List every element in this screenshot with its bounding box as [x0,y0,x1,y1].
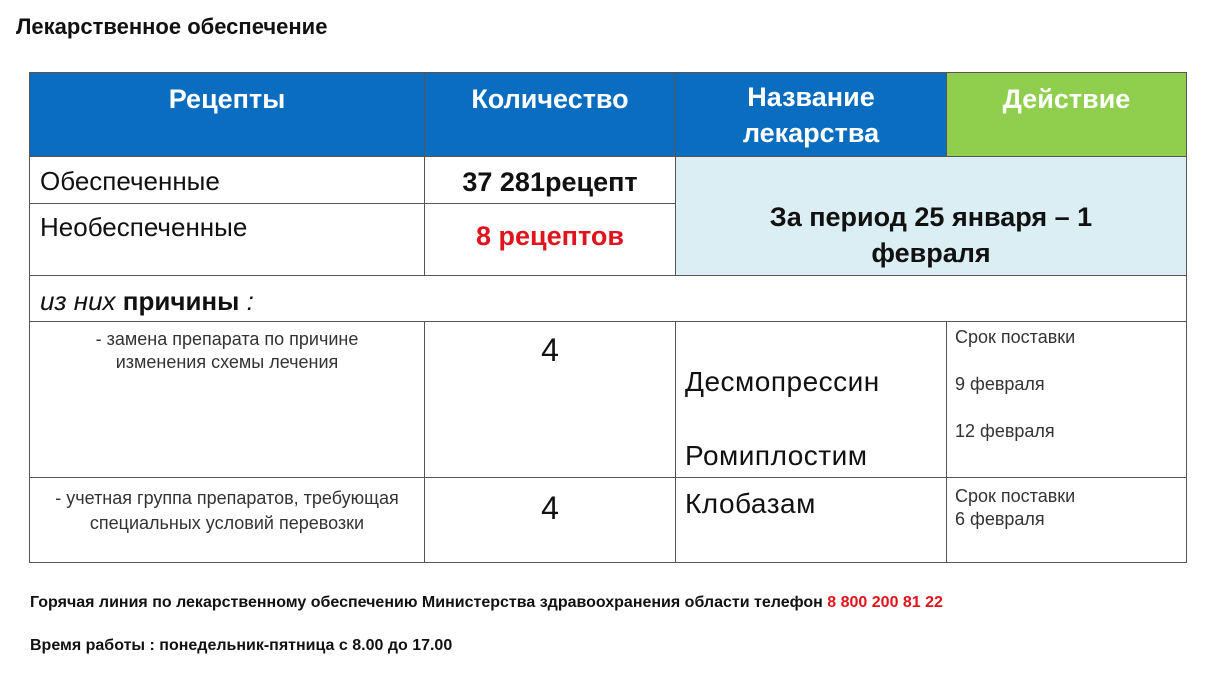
reason2-action [947,478,1187,563]
working-hours: Время работы : понедельник-пятница с 8.00 до 17.00 [30,637,453,654]
reason1-drugs [676,322,947,478]
reasons-heading [30,276,1187,322]
period-text: За период 25 января – 1 февраля [769,202,1093,268]
hotline-line [30,594,943,612]
reason2-text [30,478,425,563]
reasons-heading-colon: : [246,286,254,316]
drug-desmopressin: Десмопрессин [685,366,880,397]
reason1-action-title: Срок поставки [955,327,1076,347]
hotline-phone: 8 800 200 81 22 [827,594,943,611]
reason2-date: 6 февраля [955,509,1045,529]
provided-value: 37 281рецепт [425,157,676,204]
provided-label: Обеспеченные [30,157,425,204]
unprovided-value: 8 рецептов [425,204,676,276]
page-title: Лекарственное обеспечение [16,14,328,39]
header-drug-name-label: Название лекарства [742,82,880,148]
header-action-label: Действие [1002,84,1131,114]
header-drug-name [676,73,947,157]
reason2-count: 4 [425,478,676,563]
header-action [947,73,1187,157]
reason1-date2: 12 февраля [955,421,1055,441]
reason1-date1: 9 февраля [955,374,1045,394]
hotline-text: Горячая линия по лекарственному обеспечению Министерства здравоохранения области телефон [30,594,823,611]
reasons-heading-italic: из них [40,286,116,316]
reason2-action-title: Срок поставки [955,486,1076,506]
header-recipes [30,73,425,157]
reasons-heading-bold: причины [122,286,240,316]
reason1-action [947,322,1187,478]
reason2-label: - учетная группа препаратов, требующая специальных условий перевозки [55,488,399,533]
reason1-count: 4 [425,322,676,478]
header-recipes-label: Рецепты [168,84,286,114]
reason2-drugs [676,478,947,563]
header-quantity [425,73,676,157]
supply-table [29,72,1187,563]
drug-romiplostim: Ромиплостим [685,440,868,471]
unprovided-label: Необеспеченные [30,204,425,276]
reason1-label: - замена препарата по причине изменения схемы лечения [95,329,359,372]
drug-clobazam: Клобазам [685,488,816,519]
reason1-text [30,322,425,478]
header-quantity-label: Количество [471,84,629,114]
period-cell [676,157,1187,276]
